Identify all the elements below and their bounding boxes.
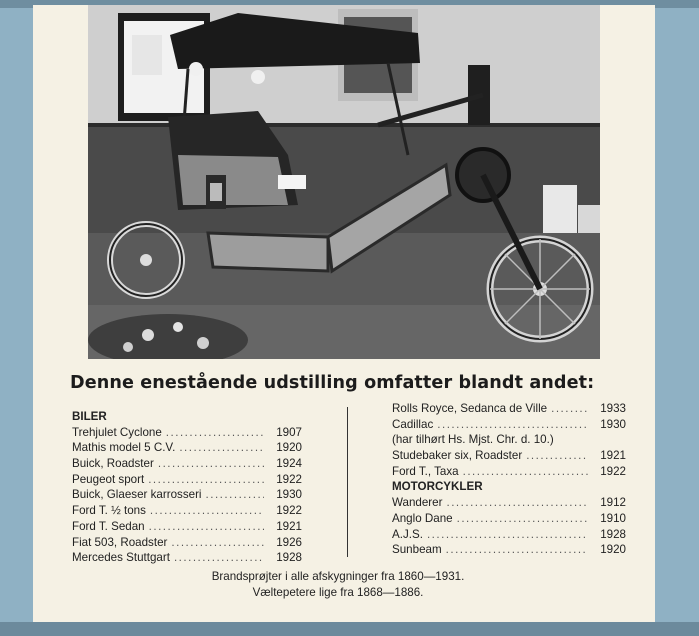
footer-note [123,569,553,601]
list-item: Sunbeam ..... 1920 [392,542,626,558]
list-item: Studebaker six, Roadster ..... 1921 [392,448,626,464]
vintage-car-photo [88,5,600,359]
list-item: Peugeot sport ..... 1922 [72,472,302,488]
list-item: Buick, Glaeser karrosseri ..... 1930 [72,487,302,503]
list-item: Buick, Roadster ..... 1924 [72,456,302,472]
column-divider [347,407,348,557]
brochure-page [33,5,655,622]
car-photo-illustration [88,5,600,359]
footer-line-2: Væltepetere lige fra 1868—1886. [252,586,424,599]
bottom-border [0,622,699,636]
headline: Denne enestående udstilling omfatter blandt andet: [70,373,595,393]
list-item: Ford T., Taxa ..... 1922 [392,464,626,480]
list-item: Wanderer ..... 1912 [392,495,626,511]
list-item: A.J.S. ..... 1928 [392,527,626,543]
list-item: Cadillac ..... 1930 [392,417,626,433]
list-item-note: (har tilhørt Hs. Mjst. Chr. d. 10.) [392,433,554,447]
list-item: Fiat 503, Roadster ..... 1926 [72,535,302,551]
footer-line-1: Brandsprøjter i alle afskygninger fra 1860—1931. [211,570,465,583]
list-item: Rolls Royce, Sedanca de Ville ..... 1933 [392,401,626,417]
list-item: Ford T. ½ tons ..... 1922 [72,503,302,519]
list-item: Ford T. Sedan ..... 1921 [72,519,302,535]
cars-column [72,409,302,566]
list-item: Anglo Dane ..... 1910 [392,511,626,527]
list-item: Mercedes Stuttgart ..... 1928 [72,550,302,566]
category-motorcycles: MOTORCYKLER [392,480,483,494]
list-item: Trehjulet Cyclone ..... 1907 [72,425,302,441]
list-item: Mathis model 5 C.V. ..... 1920 [72,440,302,456]
category-cars: BILER [72,410,107,423]
cars-and-motorcycles-column [392,401,626,558]
